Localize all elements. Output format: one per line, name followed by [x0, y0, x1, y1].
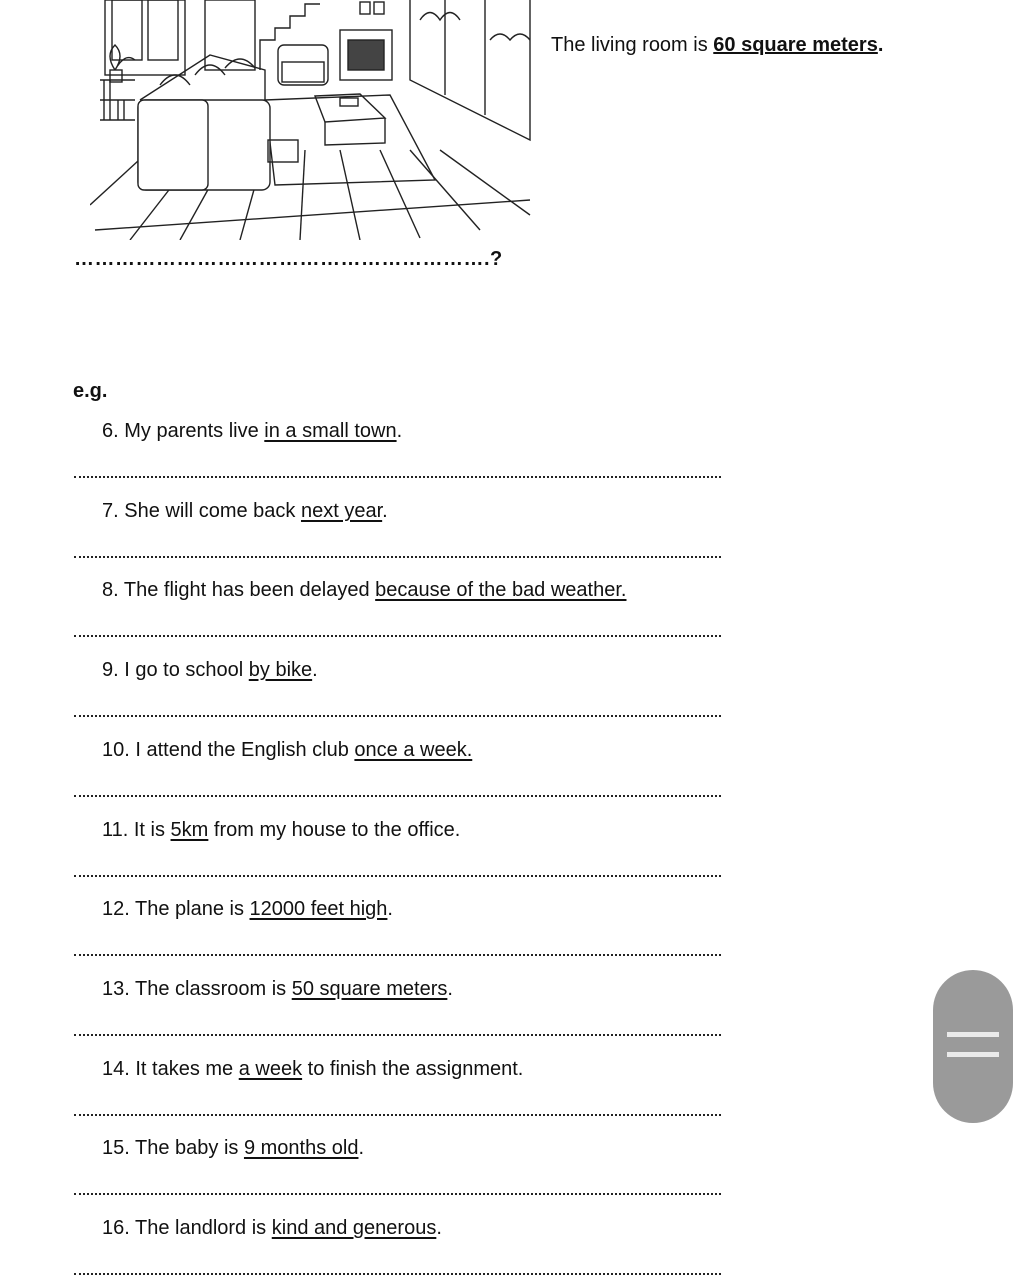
question-text-end: from my house to the office.: [208, 819, 461, 841]
scroll-handle[interactable]: [933, 970, 1013, 1123]
answer-line[interactable]: [74, 954, 721, 956]
answer-line[interactable]: [74, 1034, 721, 1036]
question-item: [102, 978, 453, 1001]
question-item: [102, 898, 393, 921]
question-item: [102, 819, 460, 842]
question-underlined-phrase: 5km: [170, 819, 209, 841]
question-underlined-phrase: 9 months old: [243, 1137, 359, 1159]
question-text: 8. The flight has been delayed: [102, 579, 376, 601]
caption-underlined-phrase: 60 square meters: [713, 34, 878, 56]
caption-text: The living room is: [551, 34, 714, 56]
eg-label: e.g.: [73, 380, 108, 402]
question-text-end: .: [358, 1137, 365, 1159]
question-text-end: .: [382, 500, 388, 522]
question-text: 13. The classroom is: [102, 978, 292, 1000]
question-text: 10. I attend the English club: [102, 739, 355, 761]
question-text: 11. It is: [102, 819, 171, 841]
question-text-end: .: [447, 978, 453, 1000]
example-caption: [551, 34, 883, 57]
question-item: [102, 1058, 523, 1081]
example-answer-line: …………………………………………………….?: [74, 248, 503, 270]
question-text: 7. She will come back: [102, 500, 301, 522]
question-text-end: .: [387, 898, 393, 920]
question-text: 15. The baby is: [102, 1137, 244, 1159]
question-text: 6. My parents live: [102, 420, 265, 442]
question-underlined-phrase: 50 square meters: [291, 978, 448, 1000]
question-text-end: .: [396, 420, 403, 442]
living-room-illustration: [90, 0, 535, 240]
question-underlined-phrase: kind and generous: [271, 1217, 437, 1239]
question-item: [102, 659, 318, 682]
caption-period: .: [877, 34, 884, 56]
answer-line[interactable]: [74, 795, 721, 797]
answer-line[interactable]: [74, 1114, 721, 1116]
question-underlined-phrase: once a week.: [354, 739, 473, 761]
question-underlined-phrase: a week: [238, 1058, 303, 1080]
answer-line[interactable]: [74, 875, 721, 877]
question-item: [102, 1137, 364, 1160]
question-item: [102, 1217, 442, 1240]
answer-line[interactable]: [74, 1193, 721, 1195]
question-underlined-phrase: by bike: [248, 659, 313, 681]
answer-line[interactable]: [74, 635, 721, 637]
answer-line[interactable]: [74, 715, 721, 717]
question-text: 9. I go to school: [102, 659, 249, 681]
question-text-end: .: [436, 1217, 442, 1239]
question-item: [102, 739, 472, 762]
question-text: 16. The landlord is: [102, 1217, 272, 1239]
question-item: [102, 420, 402, 443]
question-item: [102, 579, 626, 602]
drag-handle-icon-line: [947, 1052, 999, 1057]
answer-line[interactable]: [74, 556, 721, 558]
question-text-end: to finish the assignment.: [302, 1058, 524, 1080]
question-underlined-phrase: next year: [300, 500, 383, 522]
question-text: 14. It takes me: [102, 1058, 239, 1080]
drag-handle-icon: [947, 1032, 999, 1037]
question-item: [102, 500, 388, 523]
question-text: 12. The plane is: [102, 898, 250, 920]
answer-line[interactable]: [74, 1273, 721, 1275]
answer-line[interactable]: [74, 476, 721, 478]
question-underlined-phrase: 12000 feet high: [249, 898, 388, 920]
question-text-end: .: [312, 659, 318, 681]
question-underlined-phrase: because of the bad weather.: [375, 579, 627, 601]
question-underlined-phrase: in a small town: [264, 420, 397, 442]
